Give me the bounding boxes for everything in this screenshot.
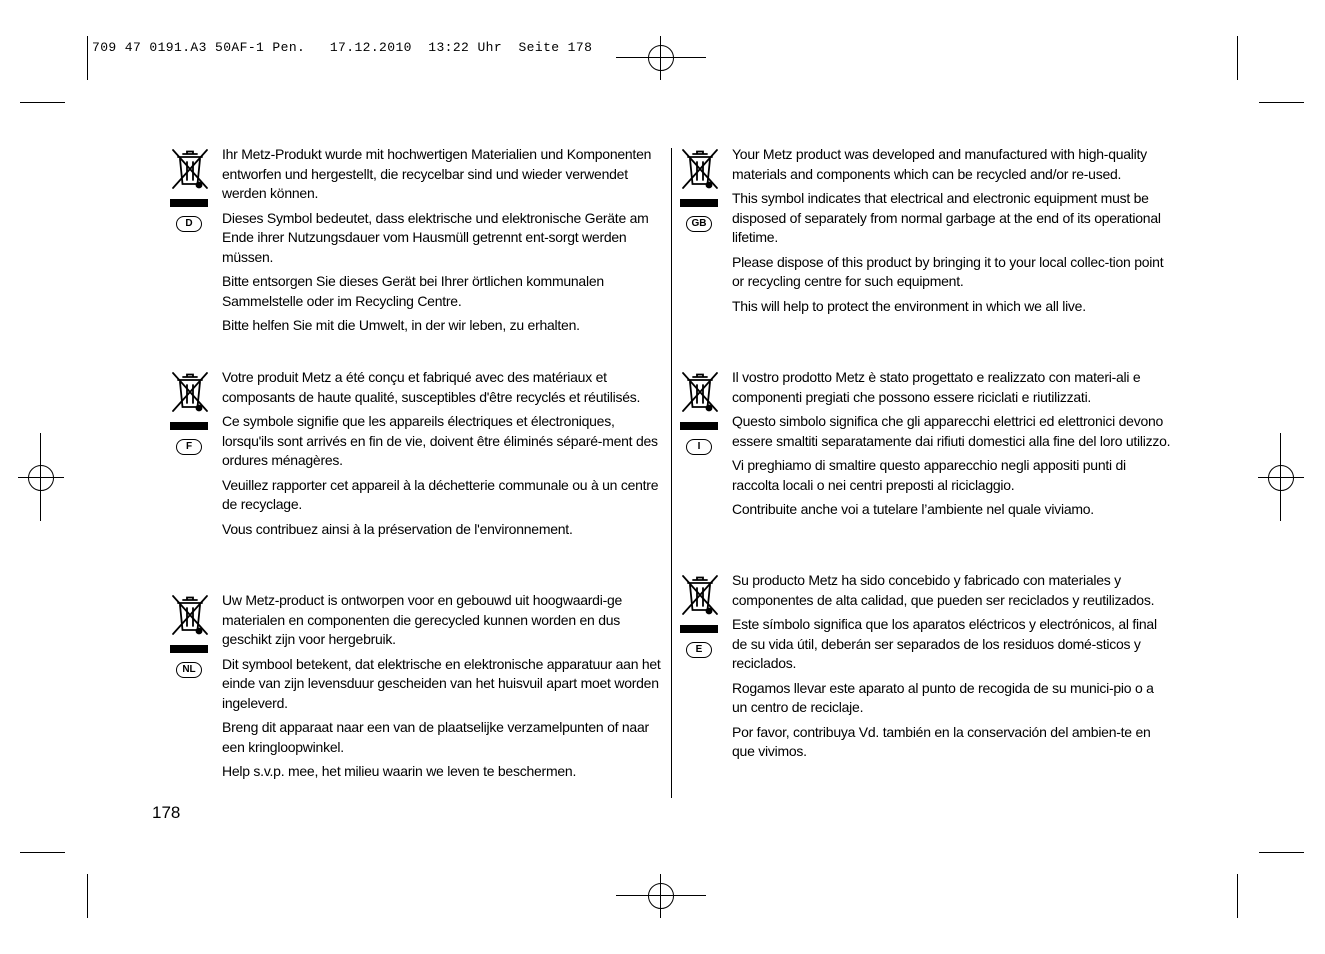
symbol-bar [680, 625, 718, 633]
weee-symbol [170, 368, 210, 455]
symbol-bar [170, 422, 208, 430]
section-french [185, 368, 662, 544]
paragraph: Dieses Symbol bedeutet, dass elektrische und elektronische Geräte am Ende ihrer Nutzungsdauer vom Hausmüll getrennt ent-sorgt werden müssen. [222, 209, 649, 265]
section-german [185, 145, 662, 341]
symbol-bar [170, 199, 208, 207]
language-badge: D [176, 216, 202, 232]
crop-mark [1259, 852, 1304, 853]
crop-mark [20, 102, 65, 103]
symbol-bar [680, 199, 718, 207]
paragraph: Breng dit apparaat naar een van de plaatselijke verzamelpunten of naar een kringloopwinkel. [222, 719, 649, 755]
paragraph: Veuillez rapporter cet appareil à la déchetterie communale ou à un centre de recyclage. [222, 476, 659, 512]
page-number: 178 [152, 803, 181, 822]
paragraph: Contribuite anche voi a tutelare l’ambiente nel quale viviamo. [732, 501, 1094, 517]
language-badge: F [176, 439, 202, 455]
crop-mark [1237, 36, 1238, 80]
paragraph: Por favor, contribuya Vd. también en la conservación del ambien-te en que vivimos. [732, 723, 1151, 759]
paragraph: Help s.v.p. mee, het milieu waarin we leven te beschermen. [222, 763, 577, 779]
paragraph: Il vostro prodotto Metz è stato progettato e realizzato con materi-ali e componenti pregiati che possono essere riciclati e riutilizzati. [732, 369, 1141, 405]
paragraph: Este símbolo significa que los aparatos eléctricos y electrónicos, al final de su vida útil, deberán ser separados de los residuos domé-sticos y reciclados. [732, 616, 1157, 671]
paragraph: Please dispose of this product by bringing it to your local collec-tion point or recycling centre for such equipment. [732, 253, 1164, 289]
paragraph: This symbol indicates that electrical and electronic equipment must be disposed of separately from normal garbage at the end of its operational lifetime. [732, 190, 1161, 245]
print-header: 709 47 0191.A3 50AF-1 Pen. 17.12.2010 13:22 Uhr Seite 178 [92, 40, 593, 55]
crop-mark [87, 36, 88, 80]
paragraph: Rogamos llevar este aparato al punto de recogida de su munici-pio o a un centro de reciclaje. [732, 679, 1154, 715]
crossed-out-bin-icon [170, 591, 210, 639]
symbol-bar [680, 422, 718, 430]
paragraph: Su producto Metz ha sido concebido y fabricado con materiales y componentes de alta calidad, que pueden ser reciclados y reutilizados. [732, 572, 1155, 608]
paragraph: Bitte helfen Sie mit die Umwelt, in der wir leben, zu erhalten. [222, 317, 580, 333]
paragraph: Ihr Metz-Produkt wurde mit hochwertigen Materialien und Komponenten entworfen und hergestellt, die recycelbar sind und wieder verwendet werden können. [222, 146, 652, 201]
language-badge: GB [686, 216, 712, 232]
weee-symbol [680, 571, 720, 658]
crossed-out-bin-icon [170, 368, 210, 416]
paragraph: This will help to protect the environment in which we all live. [732, 297, 1086, 314]
paragraph: Votre produit Metz a été conçu et fabriqué avec des matériaux et composants de haute qualité, susceptibles d'être recyclés et réutilisés. [222, 369, 641, 405]
paragraph: Bitte entsorgen Sie dieses Gerät bei Ihrer örtlichen kommunalen Sammelstelle oder im Recycling Centre. [222, 273, 604, 309]
weee-symbol [680, 145, 720, 232]
paragraph: Ce symbole signifie que les appareils électriques et électroniques, lorsqu'ils sont arrivés en fin de vie, doivent être éliminés séparé-ment des ordures ménagères. [222, 413, 658, 468]
language-badge: I [686, 439, 712, 455]
language-badge: NL [176, 662, 202, 678]
symbol-bar [170, 645, 208, 653]
column-divider [671, 148, 672, 798]
paragraph: Vi preghiamo di smaltire questo apparecchio negli appositi punti di raccolta locali o nei centri preposti al riciclaggio. [732, 457, 1126, 493]
crossed-out-bin-icon [680, 571, 720, 619]
paragraph: Dit symbool betekent, dat elektrische en elektronische apparatuur aan het einde van zijn levensduur gescheiden van het huisvuil apart moet worden ingeleverd. [222, 655, 661, 711]
section-english [691, 145, 1172, 321]
section-italian [697, 368, 1172, 525]
section-spanish [695, 571, 1172, 767]
weee-symbol [170, 591, 210, 678]
paragraph: Your Metz product was developed and manufactured with high-quality materials and components which can be recycled and/or re-used. [732, 146, 1147, 182]
crop-mark [87, 874, 88, 918]
paragraph: Questo simbolo significa che gli apparecchi elettrici ed elettronici devono essere smaltiti separatamente dai rifiuti domestici alla fine del loro utilizzo. [732, 413, 1171, 449]
crop-mark [20, 852, 65, 853]
crop-mark [1259, 102, 1304, 103]
crop-mark [1237, 874, 1238, 918]
weee-symbol [680, 368, 720, 455]
paragraph: Vous contribuez ainsi à la préservation de l'environnement. [222, 520, 573, 537]
crossed-out-bin-icon [680, 368, 720, 416]
crossed-out-bin-icon [680, 145, 720, 193]
crossed-out-bin-icon [170, 145, 210, 193]
language-badge: E [686, 642, 712, 658]
weee-symbol [170, 145, 210, 232]
section-dutch [182, 591, 662, 787]
paragraph: Uw Metz-product is ontworpen voor en gebouwd uit hoogwaardi-ge materialen en componenten die gerecycled kunnen worden en dus geschikt zijn voor hergebruik. [222, 592, 623, 647]
